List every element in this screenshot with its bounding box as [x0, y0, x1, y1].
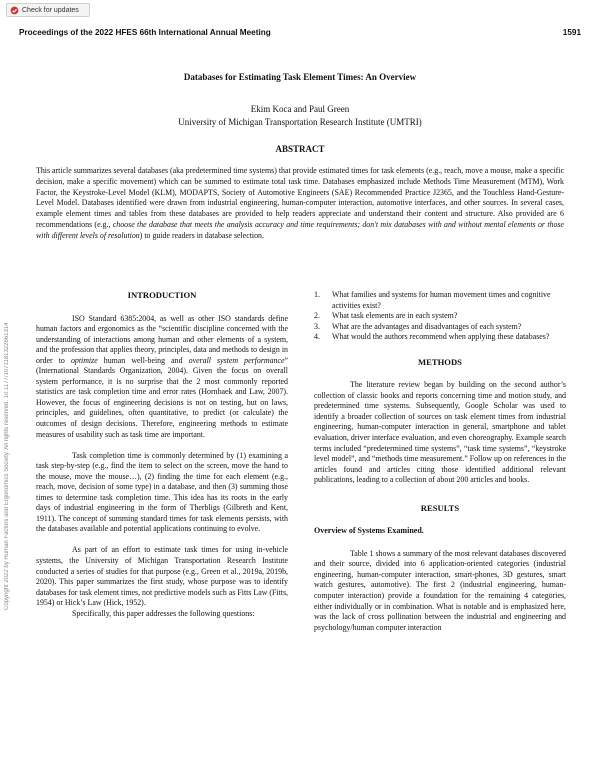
abstract-heading: ABSTRACT	[275, 144, 325, 154]
abstract-text-1: This article summarizes several databases (aka predetermined time systems) that provide estimated times for task elements (e.g., reach, move a mouse, make a specific decision, make a specific movement) which can be summed to estimate total task time. Databases emphasized include Methods Time Measurement (MTM), Work Factor, the Keystroke-Level Model (KLM), MODAPTS, Society of Automotive Engineers (SAE) Recommended Practice J2365, and the Touchless Hand-Gesture-Level Model. Databases identified were drawn from industrial engineering, human-computer interaction, automotive interfaces, and other sources. In several cases, example element times and tables from these databases are provided to help readers appreciate and understand their content and structure. Also provided are 6 recommendations (e.g.,	[36, 166, 564, 229]
abstract-body	[36, 166, 564, 242]
introduction-heading: INTRODUCTION	[127, 290, 197, 300]
update-check-icon	[10, 6, 19, 15]
question-text: What are the advantages and disadvantages of each system?	[332, 321, 522, 331]
check-for-updates-badge[interactable]	[6, 3, 90, 17]
running-header	[19, 28, 581, 37]
methods-paragraph: The literature review began by building on the second author’s collection of classic books and reports concerning time and motion study, and predetermined time systems. Subsequently, Google Scholar was used to identify a broader collection of sources on task element times from industrial engineering, human-computer interaction in general, smartphone and tablet evaluation, driver interface evaluation, and even choreography. Example search terms included “predetermined time systems”, “task time systems”, “keystroke level model”, and “methods time measurement.” Follow up on references in the articles found and articles citing those identified additional relevant publications, leading to a collection of about 200 articles and books.	[314, 380, 566, 485]
proceedings-title: Proceedings of the 2022 HFES 66th International Annual Meeting	[19, 28, 271, 37]
author-names: Ekim Koca and Paul Green	[250, 104, 350, 114]
question-number: 4.	[314, 332, 320, 342]
paper-title: Databases for Estimating Task Element Times: An Overview	[183, 72, 417, 82]
list-item	[314, 322, 566, 333]
question-text: What families and systems for human movement times and cognitive activities exist?	[332, 290, 551, 310]
question-text: What task elements are in each system?	[332, 311, 458, 321]
intro-paragraph-2: Task completion time is commonly determined by (1) examining a task step-by-step (e.g., find the item to select on the screen, move the hand to the mouse, move the mouse…), (2) finding the time for each element (e.g., reach, move, decision of some type) in a database, and then (3) summing those times to determine task completion time. This idea has its roots in the early days of industrial engineering in the form of Therbligs (Gilbreth and Kent, 1911). The concept of summing standard times for task elements persists, with the databases available and potential applications continuing to evolve.	[36, 450, 288, 534]
right-column	[314, 290, 566, 633]
list-item	[314, 290, 566, 311]
results-paragraph: Table 1 shows a summary of the most relevant databases discovered and their source, divided into 6 application-oriented categories (industrial engineering, human-computer interaction, smart-phones, 3D gestures, smart watch gestures, automotive). The first 2 (industrial engineering, human-computer interaction) provide a foundation for the remaining 4 categories, either individually or in combination. What is notable and is emphasized here, was the lack of cross pollination between the industrial and engineering and psychology/human computer interaction	[314, 548, 566, 632]
question-number: 1.	[314, 290, 320, 299]
intro-p1-text-a: ISO Standard 6385:2004, as well as other ISO standards define human factors and ergonomics as the “scientific discipline concerned with the understanding of interactions among human and other elements of a system, and the profession that applies theory, principles, data and methods to design in order to	[36, 313, 288, 365]
intro-p1-text-b: human well-being and	[97, 355, 189, 365]
intro-paragraph-4: Specifically, this paper addresses the following questions:	[72, 608, 255, 618]
intro-p1-italic-performance: overall system performance	[188, 355, 285, 365]
list-item	[314, 332, 566, 343]
page-number: 1591	[562, 28, 581, 37]
results-subheading: Overview of Systems Examined.	[314, 526, 424, 536]
list-item	[314, 311, 566, 322]
author-affiliation: University of Michigan Transportation Research Institute (UMTRI)	[178, 116, 422, 127]
question-number: 3.	[314, 321, 320, 331]
results-heading: RESULTS	[420, 502, 460, 513]
intro-p1-text-c: ” (International Standards Organization, 2004). Given the focus on overall system performance, it is no surprise that the 2 most commonly reported statistics are task completion time and error rates (Hornbaek and Law, 2007). However, the focus of engineering decisions is not on testing, but on laws, principles, and guidelines, often quantitative, to predict (or calculate) the outcomes of design decisions. Therefore, engineering methods to estimate measures of usability such as task time are important.	[36, 355, 288, 439]
left-column	[36, 290, 288, 619]
abstract-text-2: ) to guide readers in database selection.	[139, 230, 264, 240]
methods-heading: METHODS	[418, 356, 462, 367]
intro-paragraph-1	[36, 314, 288, 441]
research-questions-list	[314, 290, 566, 343]
intro-paragraph-3: As part of an effort to estimate task times for using in-vehicle systems, the University of Michigan Transportation Research Institute conducted a series of studies for that purpose (e.g., Green et al., 2019a, 2019b, 2020). This paper summarizes the first study, whose purpose was to identify databases for task element times, not predictive models such as Fitts Law (Fitts, 1954) or Hick’s Law (Hick, 1952).	[36, 545, 289, 608]
question-text: What would the authors recommend when applying these databases?	[332, 332, 550, 342]
abstract-italic-text: choose the database that meets the analysis accuracy and time requirements; don't mix databases with and without mental elements or those with different levels of resolution	[36, 219, 564, 240]
badge-label: Check for updates	[22, 6, 79, 14]
copyright-side-note: Copyright 2022 by Human Factors and Ergonomics Society. All rights reserved. 10.1177/1071181322661314	[4, 322, 10, 610]
question-number: 2.	[314, 311, 320, 321]
intro-p1-italic-optimize: optimize	[70, 355, 98, 365]
author-block	[0, 103, 600, 128]
